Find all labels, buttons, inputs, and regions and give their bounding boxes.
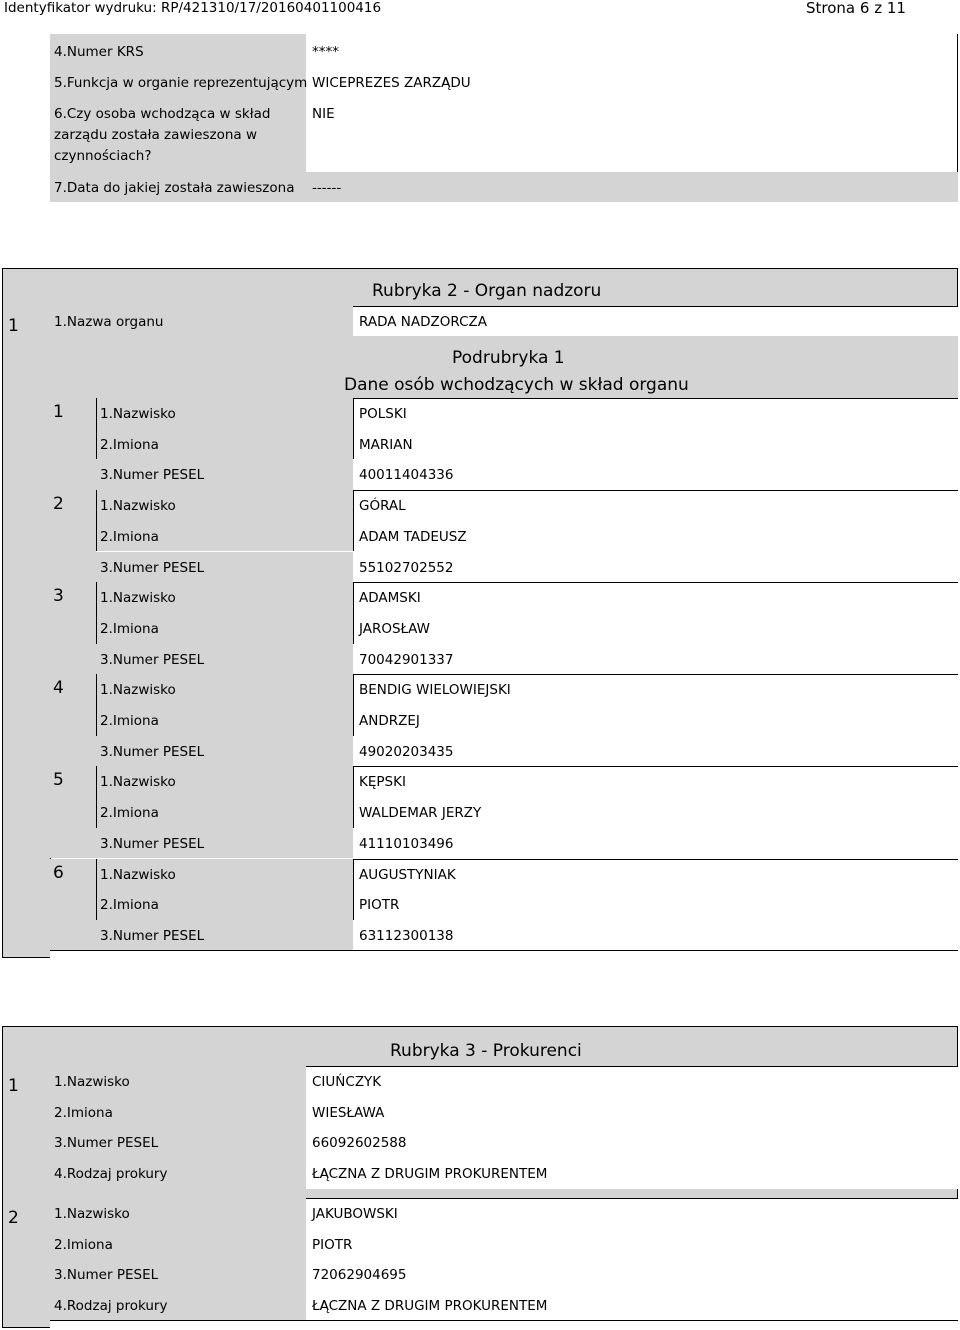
subsection-title-1: Podrubryka 1	[452, 348, 565, 368]
pesel-label: 3.Numer PESEL	[100, 835, 205, 852]
surname-value: ADAMSKI	[359, 590, 421, 607]
surname-value: AUGUSTYNIAK	[359, 866, 456, 883]
function-label: 5.Funkcja w organie reprezentującym	[54, 75, 308, 91]
pesel-value: 70042901337	[359, 651, 454, 668]
surname-label: 1.Nazwisko	[100, 774, 176, 791]
pesel-label: 3.Numer PESEL	[100, 651, 205, 668]
suspended-value: NIE	[312, 106, 335, 122]
surname-label: 1.Nazwisko	[54, 1205, 130, 1222]
proxy-index: 1	[8, 1076, 19, 1096]
surname-label: 1.Nazwisko	[100, 406, 176, 422]
names-label: 2.Imiona	[100, 713, 159, 729]
rubryka-2-index: 1	[8, 316, 19, 336]
names-value: PIOTR	[312, 1236, 353, 1253]
krs-value: ****	[312, 44, 339, 60]
page-number: Strona 6 z 11	[806, 0, 906, 17]
person-index: 4	[53, 678, 64, 699]
suspended-label-line2: zarządu została zawieszona w	[54, 127, 258, 143]
names-value: ADAM TADEUSZ	[359, 528, 467, 545]
names-label: 2.Imiona	[54, 1236, 113, 1253]
rubryka-3-bottom	[50, 1320, 958, 1328]
surname-value: POLSKI	[359, 406, 407, 422]
person-index: 2	[53, 494, 64, 515]
pesel-value: 55102702552	[359, 559, 454, 576]
pesel-value: 66092602588	[312, 1135, 407, 1152]
surname-label: 1.Nazwisko	[100, 498, 176, 515]
pesel-label: 3.Numer PESEL	[100, 559, 205, 576]
pesel-label: 3.Numer PESEL	[100, 927, 205, 944]
pesel-value: 72062904695	[312, 1267, 407, 1284]
names-value: WALDEMAR JERZY	[359, 805, 482, 822]
person-value-cell	[353, 582, 958, 643]
rubryka-3-title: Rubryka 3 - Prokurenci	[390, 1041, 582, 1061]
person-value-cell	[353, 398, 958, 459]
names-label: 2.Imiona	[100, 897, 159, 914]
names-value: WIESŁAWA	[312, 1104, 385, 1121]
type-label: 4.Rodzaj prokury	[54, 1166, 168, 1183]
names-value: PIOTR	[359, 897, 400, 914]
names-value: ANDRZEJ	[359, 713, 420, 729]
pesel-value: 49020203435	[359, 743, 454, 760]
organ-value: RADA NADZORCZA	[359, 314, 487, 330]
surname-value: KĘPSKI	[359, 774, 406, 791]
top-frame	[50, 34, 958, 172]
surname-value: JAKUBOWSKI	[312, 1205, 398, 1222]
pesel-value: 63112300138	[359, 927, 454, 944]
person-index: 5	[53, 770, 64, 791]
pesel-label: 3.Numer PESEL	[54, 1135, 159, 1152]
names-label: 2.Imiona	[54, 1104, 113, 1121]
pesel-label: 3.Numer PESEL	[100, 467, 205, 484]
date-label: 7.Data do jakiej została zawieszona	[54, 180, 295, 196]
surname-label: 1.Nazwisko	[100, 866, 176, 883]
surname-value: GÓRAL	[359, 498, 406, 515]
function-value: WICEPREZES ZARZĄDU	[312, 75, 471, 91]
suspended-label-line1: 6.Czy osoba wchodząca w skład	[54, 106, 271, 122]
pesel-label: 3.Numer PESEL	[100, 743, 205, 760]
suspended-label-line3: czynnościach?	[54, 148, 152, 164]
pesel-label: 3.Numer PESEL	[54, 1267, 159, 1284]
names-label: 2.Imiona	[100, 620, 159, 637]
krs-label: 4.Numer KRS	[54, 44, 144, 60]
names-label: 2.Imiona	[100, 805, 159, 822]
subsection-title-2: Dane osób wchodzących w skład organu	[344, 375, 689, 395]
surname-label: 1.Nazwisko	[54, 1074, 130, 1090]
surname-value: CIUŃCZYK	[312, 1074, 382, 1090]
names-label: 2.Imiona	[100, 528, 159, 545]
surname-value: BENDIG WIELOWIEJSKI	[359, 682, 511, 699]
subsection-bottom	[50, 950, 958, 958]
organ-label: 1.Nazwa organu	[54, 314, 164, 330]
type-value: ŁĄCZNA Z DRUGIM PROKURENTEM	[312, 1166, 548, 1183]
print-id: Identyfikator wydruku: RP/421310/17/20160401100416	[4, 0, 382, 16]
date-value: ------	[312, 180, 342, 196]
type-value: ŁĄCZNA Z DRUGIM PROKURENTEM	[312, 1297, 548, 1314]
type-label: 4.Rodzaj prokury	[54, 1297, 168, 1314]
names-value: MARIAN	[359, 436, 413, 453]
pesel-value: 41110103496	[359, 835, 454, 852]
rubryka-2-title: Rubryka 2 - Organ nadzoru	[372, 281, 602, 301]
surname-label: 1.Nazwisko	[100, 682, 176, 699]
names-value: JAROSŁAW	[359, 620, 430, 637]
proxy-index: 2	[8, 1207, 19, 1228]
surname-label: 1.Nazwisko	[100, 590, 176, 607]
pesel-value: 40011404336	[359, 467, 454, 484]
names-label: 2.Imiona	[100, 436, 159, 453]
person-index: 3	[53, 586, 64, 607]
person-index: 1	[53, 402, 64, 422]
person-index: 6	[53, 862, 64, 883]
